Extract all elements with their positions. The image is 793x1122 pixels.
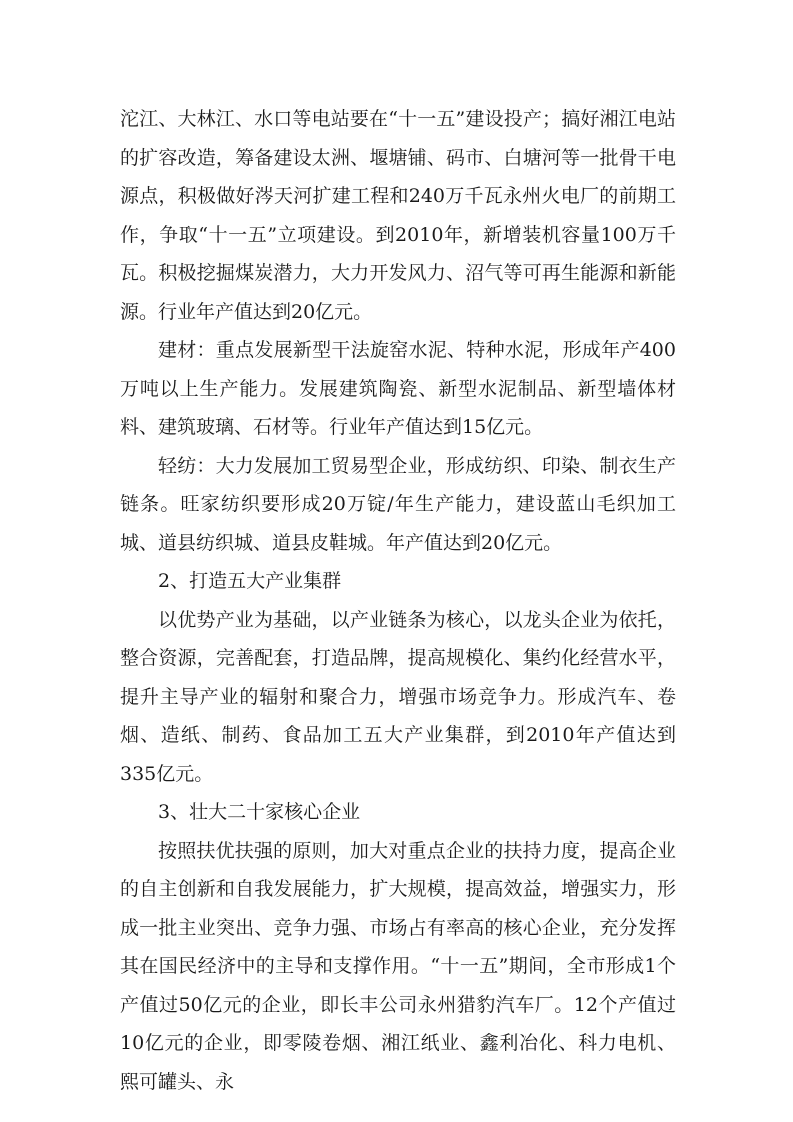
paragraph-industry-clusters: 以优势产业为基础，以产业链条为核心，以龙头企业为依托，整合资源，完善配套，打造品牌，提高规模化、集约化经营水平，提升主导产业的辐射和聚合力，增强市场竞争力。形成汽车、卷烟、造纸、制药、食品加工五大产业集群，到2010年产值达到335亿元。: [120, 608, 676, 785]
paragraph-energy-continued: 沱江、大林江、水口等电站要在“十一五”建设投产；搞好湘江电站的扩容改造，筹备建设太洲、堰塘铺、码市、白塘河等一批骨干电源点，积极做好涔天河扩建工程和240万千瓦永州火电厂的前期工作，争取“十一五”立项建设。到2010年，新增装机容量100万千瓦。积极挖掘煤炭潜力，大力开发风力、沼气等可再生能源和新能源。行业年产值达到20亿元。: [120, 108, 676, 323]
section-heading-core-enterprises: 3、壮大二十家核心企业: [158, 801, 361, 823]
paragraph-light-textile: 轻纺：大力发展加工贸易型企业，形成纺织、印染、制衣生产链条。旺家纺织要形成20万锭/年生产能力，建设蓝山毛织加工城、道县纺织城、道县皮鞋城。年产值达到20亿元。: [120, 454, 676, 554]
section-heading-industry-clusters: 2、打造五大产业集群: [158, 570, 342, 592]
document-body: [120, 100, 676, 1101]
paragraph-building-materials: 建材：重点发展新型干法旋窑水泥、特种水泥，形成年产400万吨以上生产能力。发展建筑陶瓷、新型水泥制品、新型墙体材料、建筑玻璃、石材等。行业年产值达到15亿元。: [120, 339, 676, 438]
paragraph-core-enterprises: 按照扶优扶强的原则，加大对重点企业的扶持力度，提高企业的自主创新和自我发展能力，扩大规模，提高效益，增强实力，形成一批主业突出、竞争力强、市场占有率高的核心企业，充分发挥其在国民经济中的主导和支撑作用。“十一五”期间，全市形成1个产值过50亿元的企业，即长丰公司永州猎豹汽车厂。12个产值过10亿元的企业，即零陵卷烟、湘江纸业、鑫利冶化、科力电机、熙可罐头、永: [120, 839, 676, 1093]
